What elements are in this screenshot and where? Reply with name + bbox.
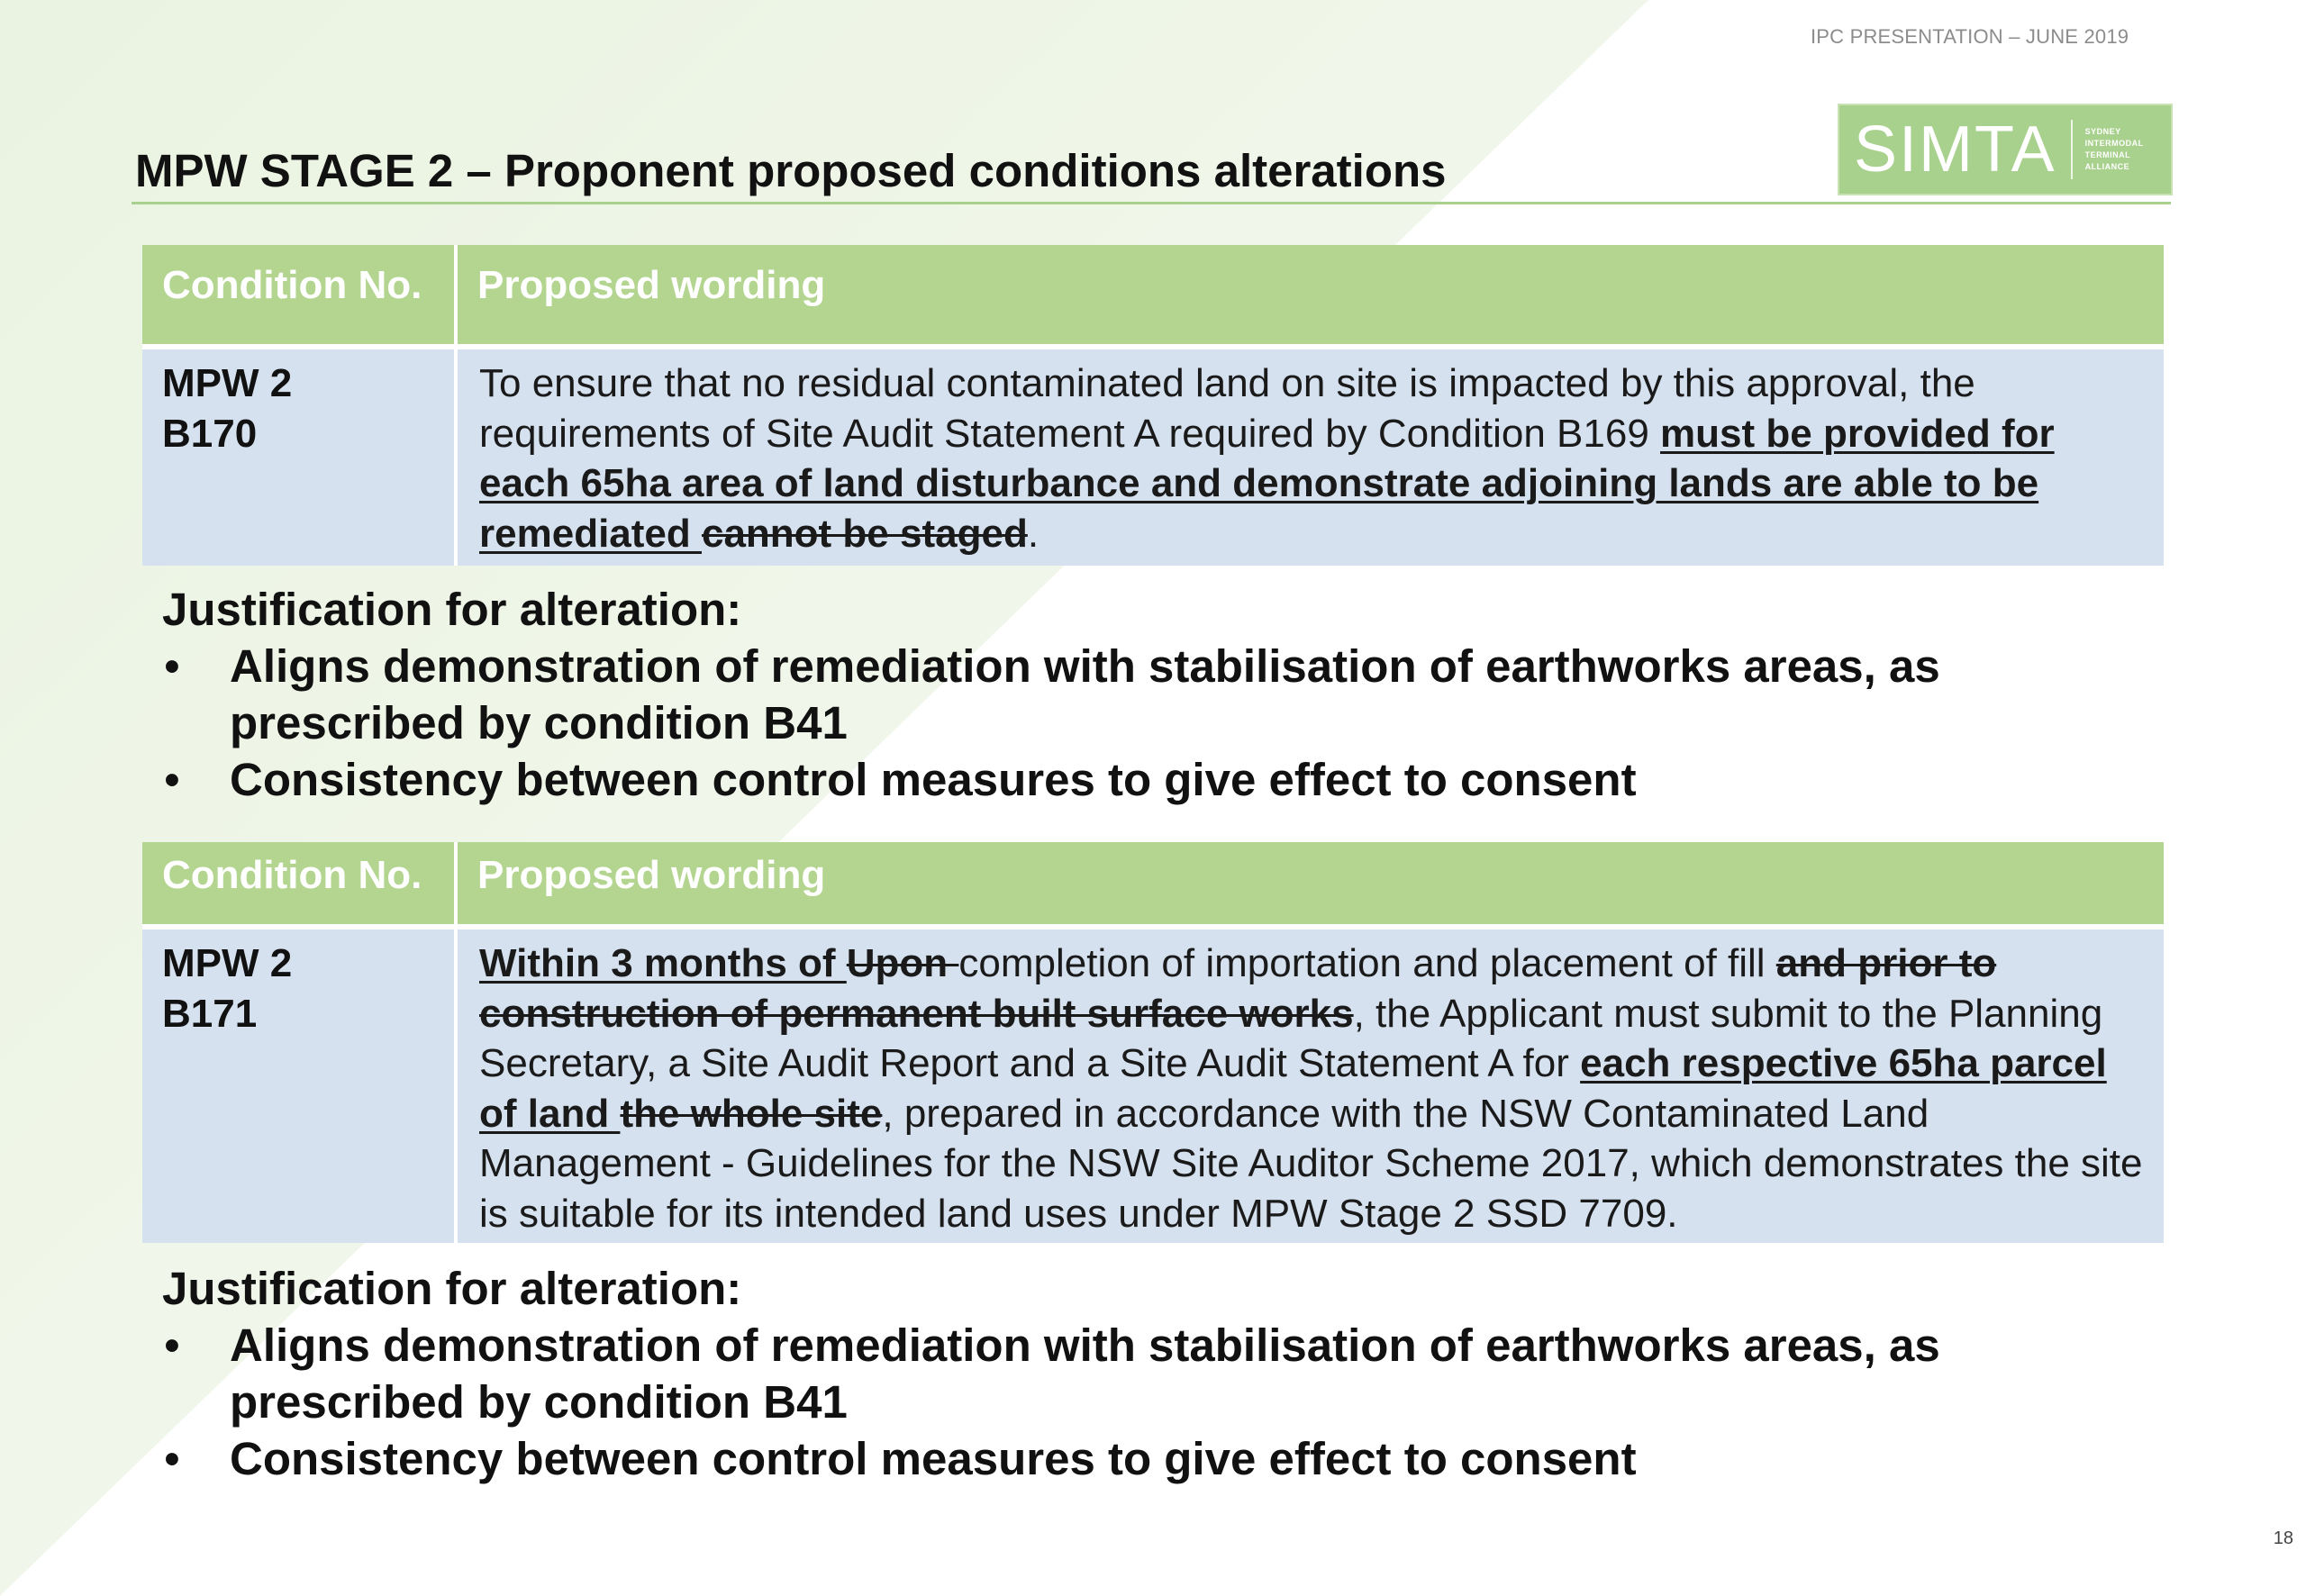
bullet-icon: • xyxy=(164,1319,180,1371)
proposed-wording-header: Proposed wording xyxy=(477,853,826,897)
page-number: 18 xyxy=(2273,1528,2293,1548)
logo-subtitle-line: SYDNEY xyxy=(2084,127,2121,136)
logo-subtitle-line: INTERMODAL xyxy=(2084,139,2144,148)
logo-wordmark: SIMTA xyxy=(1854,113,2056,186)
condition-number-line: MPW 2 xyxy=(162,361,293,405)
condition-number-line: B170 xyxy=(162,412,258,456)
condition-number-cell xyxy=(142,929,458,1243)
table-row xyxy=(142,929,2164,1243)
logo-subtitle-line: ALLIANCE xyxy=(2084,162,2130,171)
justification-bullet-text: Aligns demonstration of remediation with stabilisation of earthworks areas, as prescribed by condition B41 xyxy=(230,1319,1940,1428)
justification-bullet-text: Consistency between control measures to give effect to consent xyxy=(230,1433,1637,1484)
title-underline-divider xyxy=(132,202,2171,204)
condition-number-header: Condition No. xyxy=(142,245,458,344)
logo-subtitle xyxy=(2085,126,2144,173)
condition-number-line: MPW 2 xyxy=(162,941,293,985)
simta-logo xyxy=(1838,104,2173,195)
wording-text: , the Applicant must submit to the Planning Secretary, a Site Audit Report and a Site Audit Statement A for xyxy=(479,991,2103,1085)
presentation-label: IPC PRESENTATION – JUNE 2019 xyxy=(1811,25,2129,48)
table-header-row xyxy=(142,245,2164,344)
wording-text: To ensure that no residual contaminated land on site is impacted by this approval, the requirements of Site Audit Statement A required by Condition B169 xyxy=(479,361,1975,456)
list-item xyxy=(162,751,2099,808)
justification-list xyxy=(162,1317,2099,1487)
logo-subtitle-line: TERMINAL xyxy=(2084,150,2131,159)
condition-number-header: Condition No. xyxy=(142,842,458,924)
logo-divider xyxy=(2071,120,2073,179)
justification-block xyxy=(162,1261,2099,1487)
list-item xyxy=(162,1430,2099,1487)
justification-list xyxy=(162,638,2099,808)
justification-bullet-text: Consistency between control measures to give effect to consent xyxy=(230,754,1637,805)
list-item xyxy=(162,1317,2099,1430)
condition-number-cell xyxy=(142,349,458,566)
justification-block xyxy=(162,582,2099,808)
condition-number-line: B171 xyxy=(162,992,258,1036)
deleted-text: Upon xyxy=(846,941,959,985)
page-title: MPW STAGE 2 – Proponent proposed conditions alterations xyxy=(135,145,1447,196)
wording-text: . xyxy=(1027,511,1040,556)
proposed-wording-header: Proposed wording xyxy=(477,263,826,307)
deleted-text: and prior to construction of permanent built surface works xyxy=(479,941,1997,1036)
justification-heading: Justification for alteration: xyxy=(162,1263,742,1314)
deleted-text: cannot be staged xyxy=(701,511,1028,556)
justification-bullet-text: Aligns demonstration of remediation with stabilisation of earthworks areas, as prescribed by condition B41 xyxy=(230,640,1940,748)
condition-table-b170 xyxy=(142,245,2164,566)
condition-table-b171 xyxy=(142,842,2164,1243)
table-row xyxy=(142,349,2164,566)
bullet-icon: • xyxy=(164,754,180,805)
inserted-text: must be provided for each 65ha area of land disturbance and demonstrate adjoining lands are able to be remediated xyxy=(479,411,2055,556)
bullet-icon: • xyxy=(164,1433,180,1484)
bullet-icon: • xyxy=(164,640,180,692)
wording-text: , prepared in accordance with the NSW Contaminated Land Management - Guidelines for the NSW Site Auditor Scheme 2017, which demonstrates the site is suitable for its intended land uses under MPW Stage 2 SSD 7709. xyxy=(479,1091,2143,1236)
deleted-text: the whole site xyxy=(620,1091,883,1136)
inserted-text: Within 3 months of xyxy=(479,941,847,985)
justification-heading: Justification for alteration: xyxy=(162,584,742,635)
proposed-wording-cell xyxy=(458,929,2164,1243)
inserted-text: each respective 65ha parcel of land xyxy=(479,1041,2107,1136)
list-item xyxy=(162,638,2099,751)
table-header-row xyxy=(142,842,2164,924)
wording-text: completion of importation and placement of fill xyxy=(958,941,1776,985)
proposed-wording-cell xyxy=(458,349,2164,566)
